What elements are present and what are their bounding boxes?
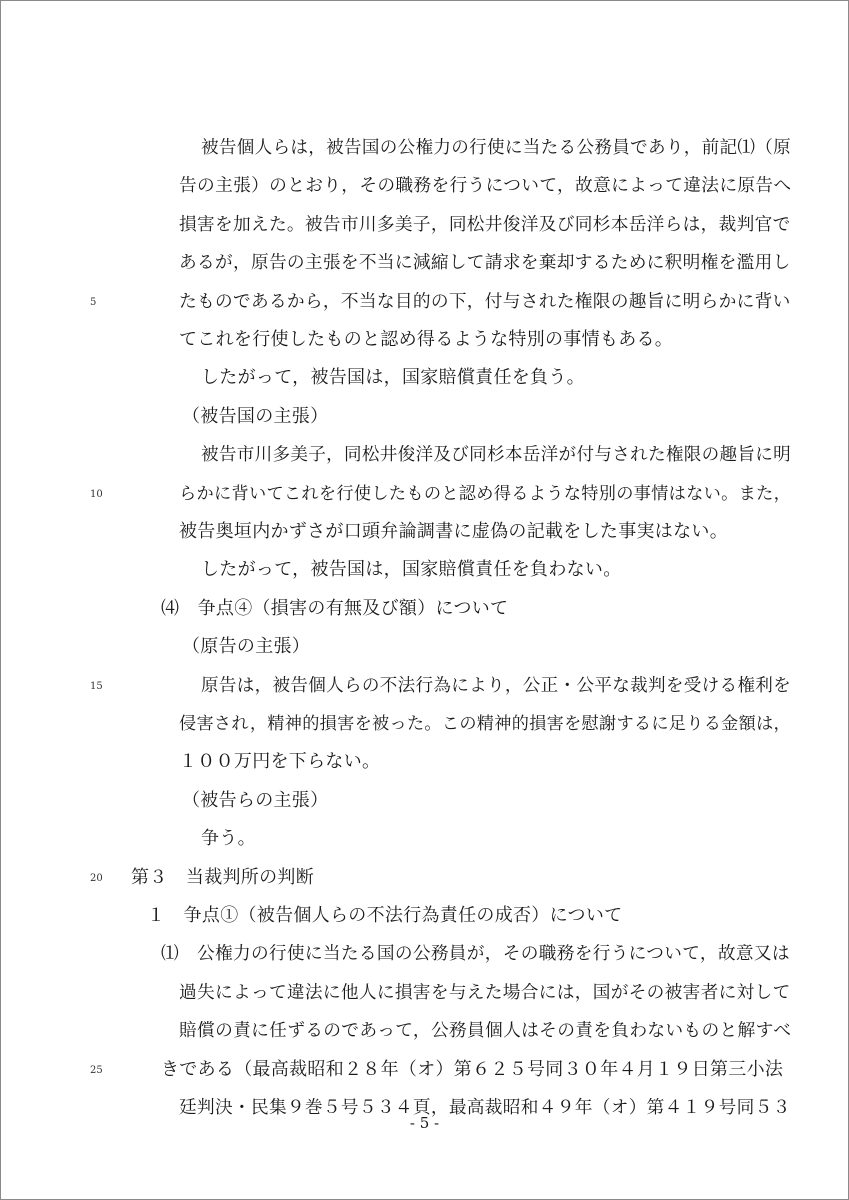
text-line: 告の主張）のとおり，その職務を行うについて，故意によって違法に原告へ [179, 176, 792, 196]
text-line: 損害を加えた。被告市川多美子，同松井俊洋及び同杉本岳洋らは，裁判官で [179, 215, 791, 235]
text-line: たものであるから，不当な目的の下，付与された権限の趣旨に明らかに背い [179, 292, 791, 312]
text-line: 被告個人らは，被告国の公権力の行使に当たる公務員であり，前記⑴（原 [201, 138, 791, 158]
text-line: 原告は，被告個人らの不法行為により，公正・公平な裁判を受ける権利を [201, 676, 791, 696]
page-number: - 5 - [409, 1114, 440, 1132]
text-line: あるが，原告の主張を不当に減縮して請求を棄却するために釈明権を濫用し [179, 253, 791, 273]
text-line: らかに背いてこれを行使したものと認め得るような特別の事情はない。また， [179, 484, 792, 504]
subheading: （被告らの主張） [182, 790, 329, 811]
line-number: 5 [90, 297, 97, 308]
text-line: 争う。 [201, 828, 256, 849]
chapter-heading: 第３ 当裁判所の判断 [131, 867, 314, 888]
line-number: 20 [90, 873, 103, 884]
subheading: （被告国の主張） [182, 406, 329, 427]
line-number: 10 [90, 489, 103, 500]
text-line: ⑴ 公権力の行使に当たる国の公務員が，その職務を行うについて，故意又は [161, 944, 790, 964]
text-line: 廷判決・民集９巻５号５３４頁，最高裁昭和４９年（オ）第４１９号同５３ [179, 1098, 791, 1118]
text-line: したがって，被告国は，国家賠償責任を負う。 [201, 367, 585, 388]
text-line: １００万円を下らない。 [179, 751, 381, 772]
text-line: きである（最高裁昭和２８年（オ）第６２５号同３０年４月１９日第三小法 [161, 1059, 784, 1080]
text-line: したがって，被告国は，国家賠償責任を負わない。 [201, 559, 622, 580]
text-line: 被告市川多美子，同松井俊洋及び同杉本岳洋が付与された権限の趣旨に明 [201, 445, 791, 465]
text-line: 賠償の責に任ずるのであって，公務員個人はその責を負わないものと解すべ [179, 1021, 792, 1041]
line-number: 15 [90, 681, 103, 692]
section-heading: １ 争点①（被告個人らの不法行為責任の成否）について [147, 905, 623, 926]
text-line: 侵害され，精神的損害を被った。この精神的損害を慰謝するに足りる金額は， [179, 714, 792, 734]
text-line: てこれを行使したものと認め得るような特別の事情もある。 [179, 329, 674, 350]
subheading: （原告の主張） [182, 636, 311, 657]
text-line: 過失によって違法に他人に損害を与えた場合には，国がその被害者に対して [179, 983, 791, 1003]
section-heading: ⑷ 争点④（損害の有無及び額）について [161, 598, 509, 619]
line-number: 25 [90, 1065, 103, 1076]
text-line: 被告奥垣内かずさが口頭弁論調書に虚偽の記載をした事実はない。 [179, 521, 728, 542]
